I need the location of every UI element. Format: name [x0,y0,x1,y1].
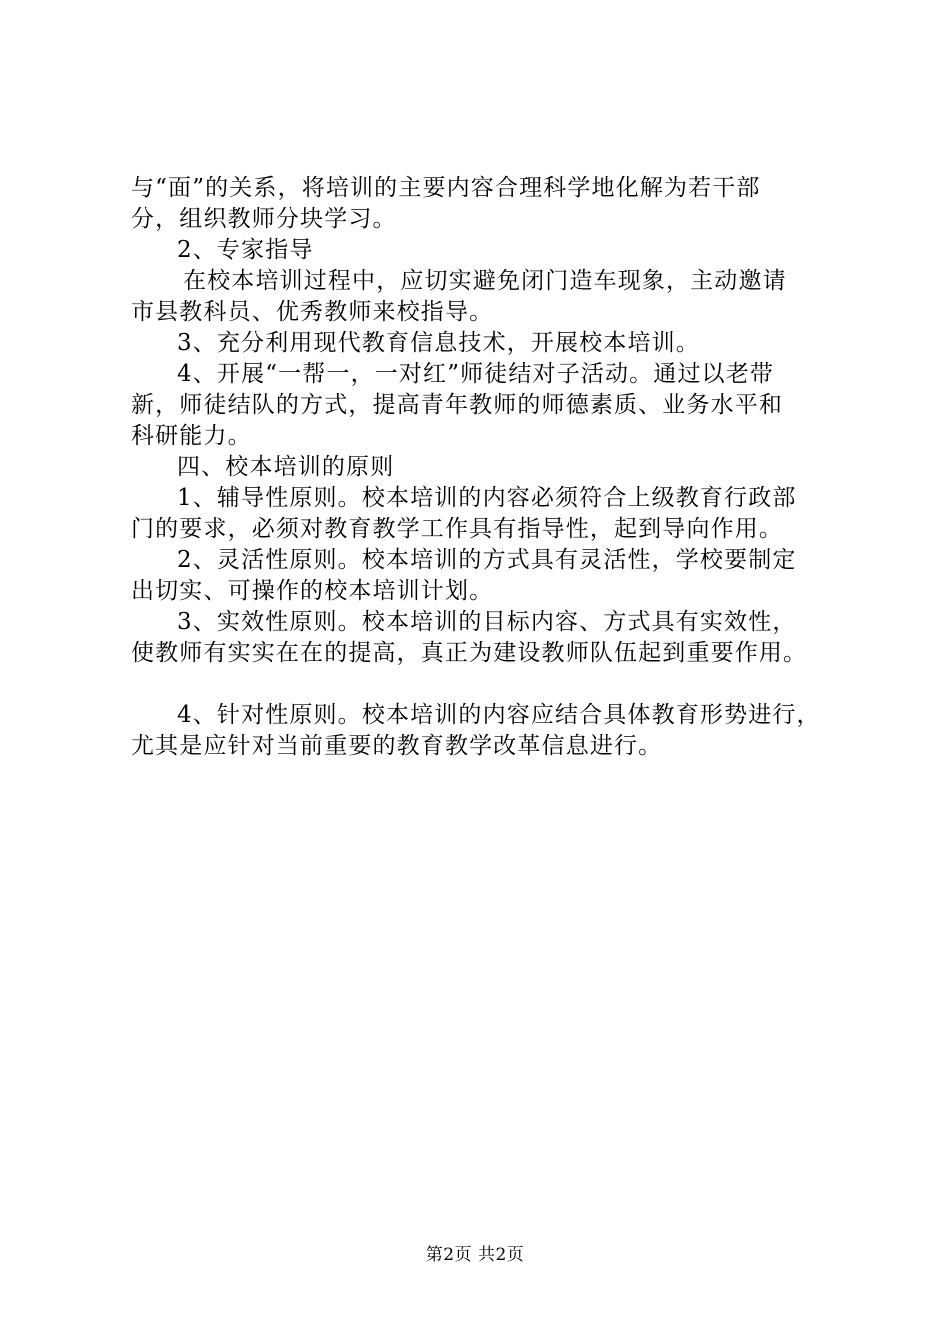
paragraph-line: 新，师徒结队的方式，提高青年教师的师德素质、业务水平和 [131,392,784,418]
paragraph-spacer [131,669,831,700]
section-heading: 四、校本培训的原则 [177,454,395,480]
paragraph-line: 3、实效性原则。校本培训的目标内容、方式具有实效性， [177,609,797,635]
section-heading: 2、专家指导 [177,237,314,263]
paragraph-line: 1、辅导性原则。校本培训的内容必须符合上级教育行政部 [177,485,797,511]
paragraph-line: 尤其是应针对当前重要的教育教学改革信息进行。 [131,733,663,759]
paragraph-line: 使教师有实实在在的提高，真正为建设教师队伍起到重要作用。 [131,640,808,666]
paragraph-line: 与“面”的关系，将培训的主要内容合理科学地化解为若干部 [131,175,761,201]
document-body [131,173,831,762]
paragraph-line: 2、灵活性原则。校本培训的方式具有灵活性，学校要制定 [177,547,797,573]
paragraph-line: 市县教科员、优秀教师来校指导。 [131,299,494,325]
page-number-footer: 第2页 共2页 [425,1245,525,1265]
paragraph-line: 分，组织教师分块学习。 [131,206,397,232]
paragraph-line: 4、针对性原则。校本培训的内容应结合具体教育形势进行， [177,702,821,728]
paragraph-line: 门的要求，必须对教育教学工作具有指导性，起到导向作用。 [131,516,784,542]
paragraph-line: 出切实、可操作的校本培训计划。 [131,578,494,604]
paragraph-line: 科研能力。 [131,423,252,449]
paragraph-line: 4、开展“一帮一，一对红”师徒结对子活动。通过以老带 [177,361,775,387]
paragraph-line: 在校本培训过程中，应切实避免闭门造车现象，主动邀请 [183,268,787,294]
paragraph-line: 3、充分利用现代教育信息技术，开展校本培训。 [177,330,700,356]
